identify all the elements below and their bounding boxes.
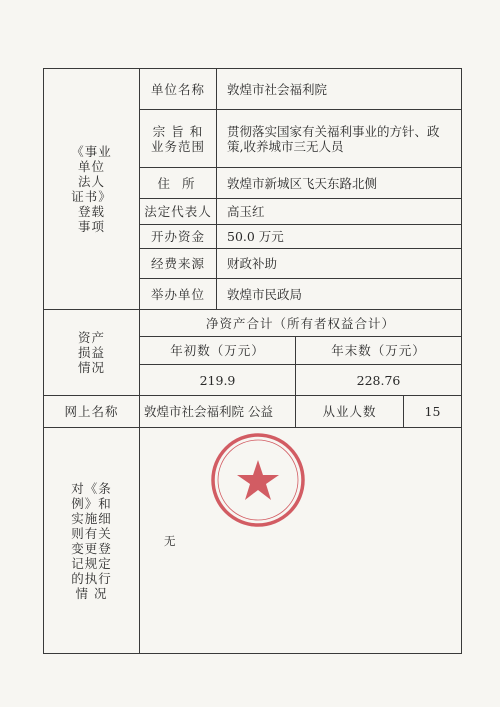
net-assets-header: 净资产合计（所有者权益合计） [140,310,462,337]
purpose-label: 宗 旨 和 业务范围 [140,110,217,168]
assets-label-line: 损益 [77,345,105,360]
staff-count-label: 从业人数 [296,396,404,428]
end-year-label: 年末数（万元） [296,337,462,365]
registration-label-line: 事项 [77,219,105,234]
execution-label-line: 变更登 [71,540,112,556]
row-online-name [44,396,462,428]
funding-source-label: 经费来源 [140,249,217,279]
purpose-value: 贯彻落实国家有关福利事业的方针、政策,收养城市三无人员 [217,110,462,168]
registration-label-line: 单位 [77,159,105,174]
assets-section-label [44,310,140,396]
end-year-value: 228.76 [296,365,462,396]
begin-year-value: 219.9 [140,365,296,396]
registration-form-table [43,68,462,654]
execution-label-line: 则有关 [71,525,112,541]
address-label: 住 所 [140,168,217,199]
staff-count-value: 15 [404,396,462,428]
assets-label-line: 资产 [77,330,105,345]
registration-label-line: 《事业 [71,144,112,159]
online-name-label: 网上名称 [44,396,140,428]
registration-label-line: 登载 [77,204,105,219]
unit-name-label: 单位名称 [140,69,217,110]
capital-label: 开办资金 [140,225,217,249]
funding-source-value: 财政补助 [217,249,462,279]
execution-label-line: 对《条 [71,480,112,496]
begin-year-label: 年初数（万元） [140,337,296,365]
execution-label-line: 的执行 [71,570,112,586]
row-unit-name [44,69,462,110]
online-name-value: 敦煌市社会福利院 公益 [140,396,296,428]
registration-label-line: 证书》 [71,189,112,204]
execution-label-line: 例》和 [71,495,112,511]
execution-value-cell [140,428,462,654]
sponsor-label: 举办单位 [140,279,217,310]
registration-section-label [44,69,140,310]
execution-label-line: 实施细 [71,510,112,526]
assets-label-line: 情况 [77,360,105,375]
execution-label-line: 情 况 [75,585,108,601]
unit-name-value: 敦煌市社会福利院 [217,69,462,110]
sponsor-value: 敦煌市民政局 [217,279,462,310]
legal-representative-label: 法定代表人 [140,199,217,225]
legal-representative-value: 高玉红 [217,199,462,225]
execution-value: 无 [164,533,176,548]
row-execution [44,428,462,654]
execution-label-line: 记规定 [71,555,112,571]
address-value: 敦煌市新城区飞天东路北侧 [217,168,462,199]
row-assets-header [44,310,462,337]
execution-section-label [44,428,140,654]
capital-value: 50.0 万元 [217,225,462,249]
registration-label-line: 法人 [77,174,105,189]
